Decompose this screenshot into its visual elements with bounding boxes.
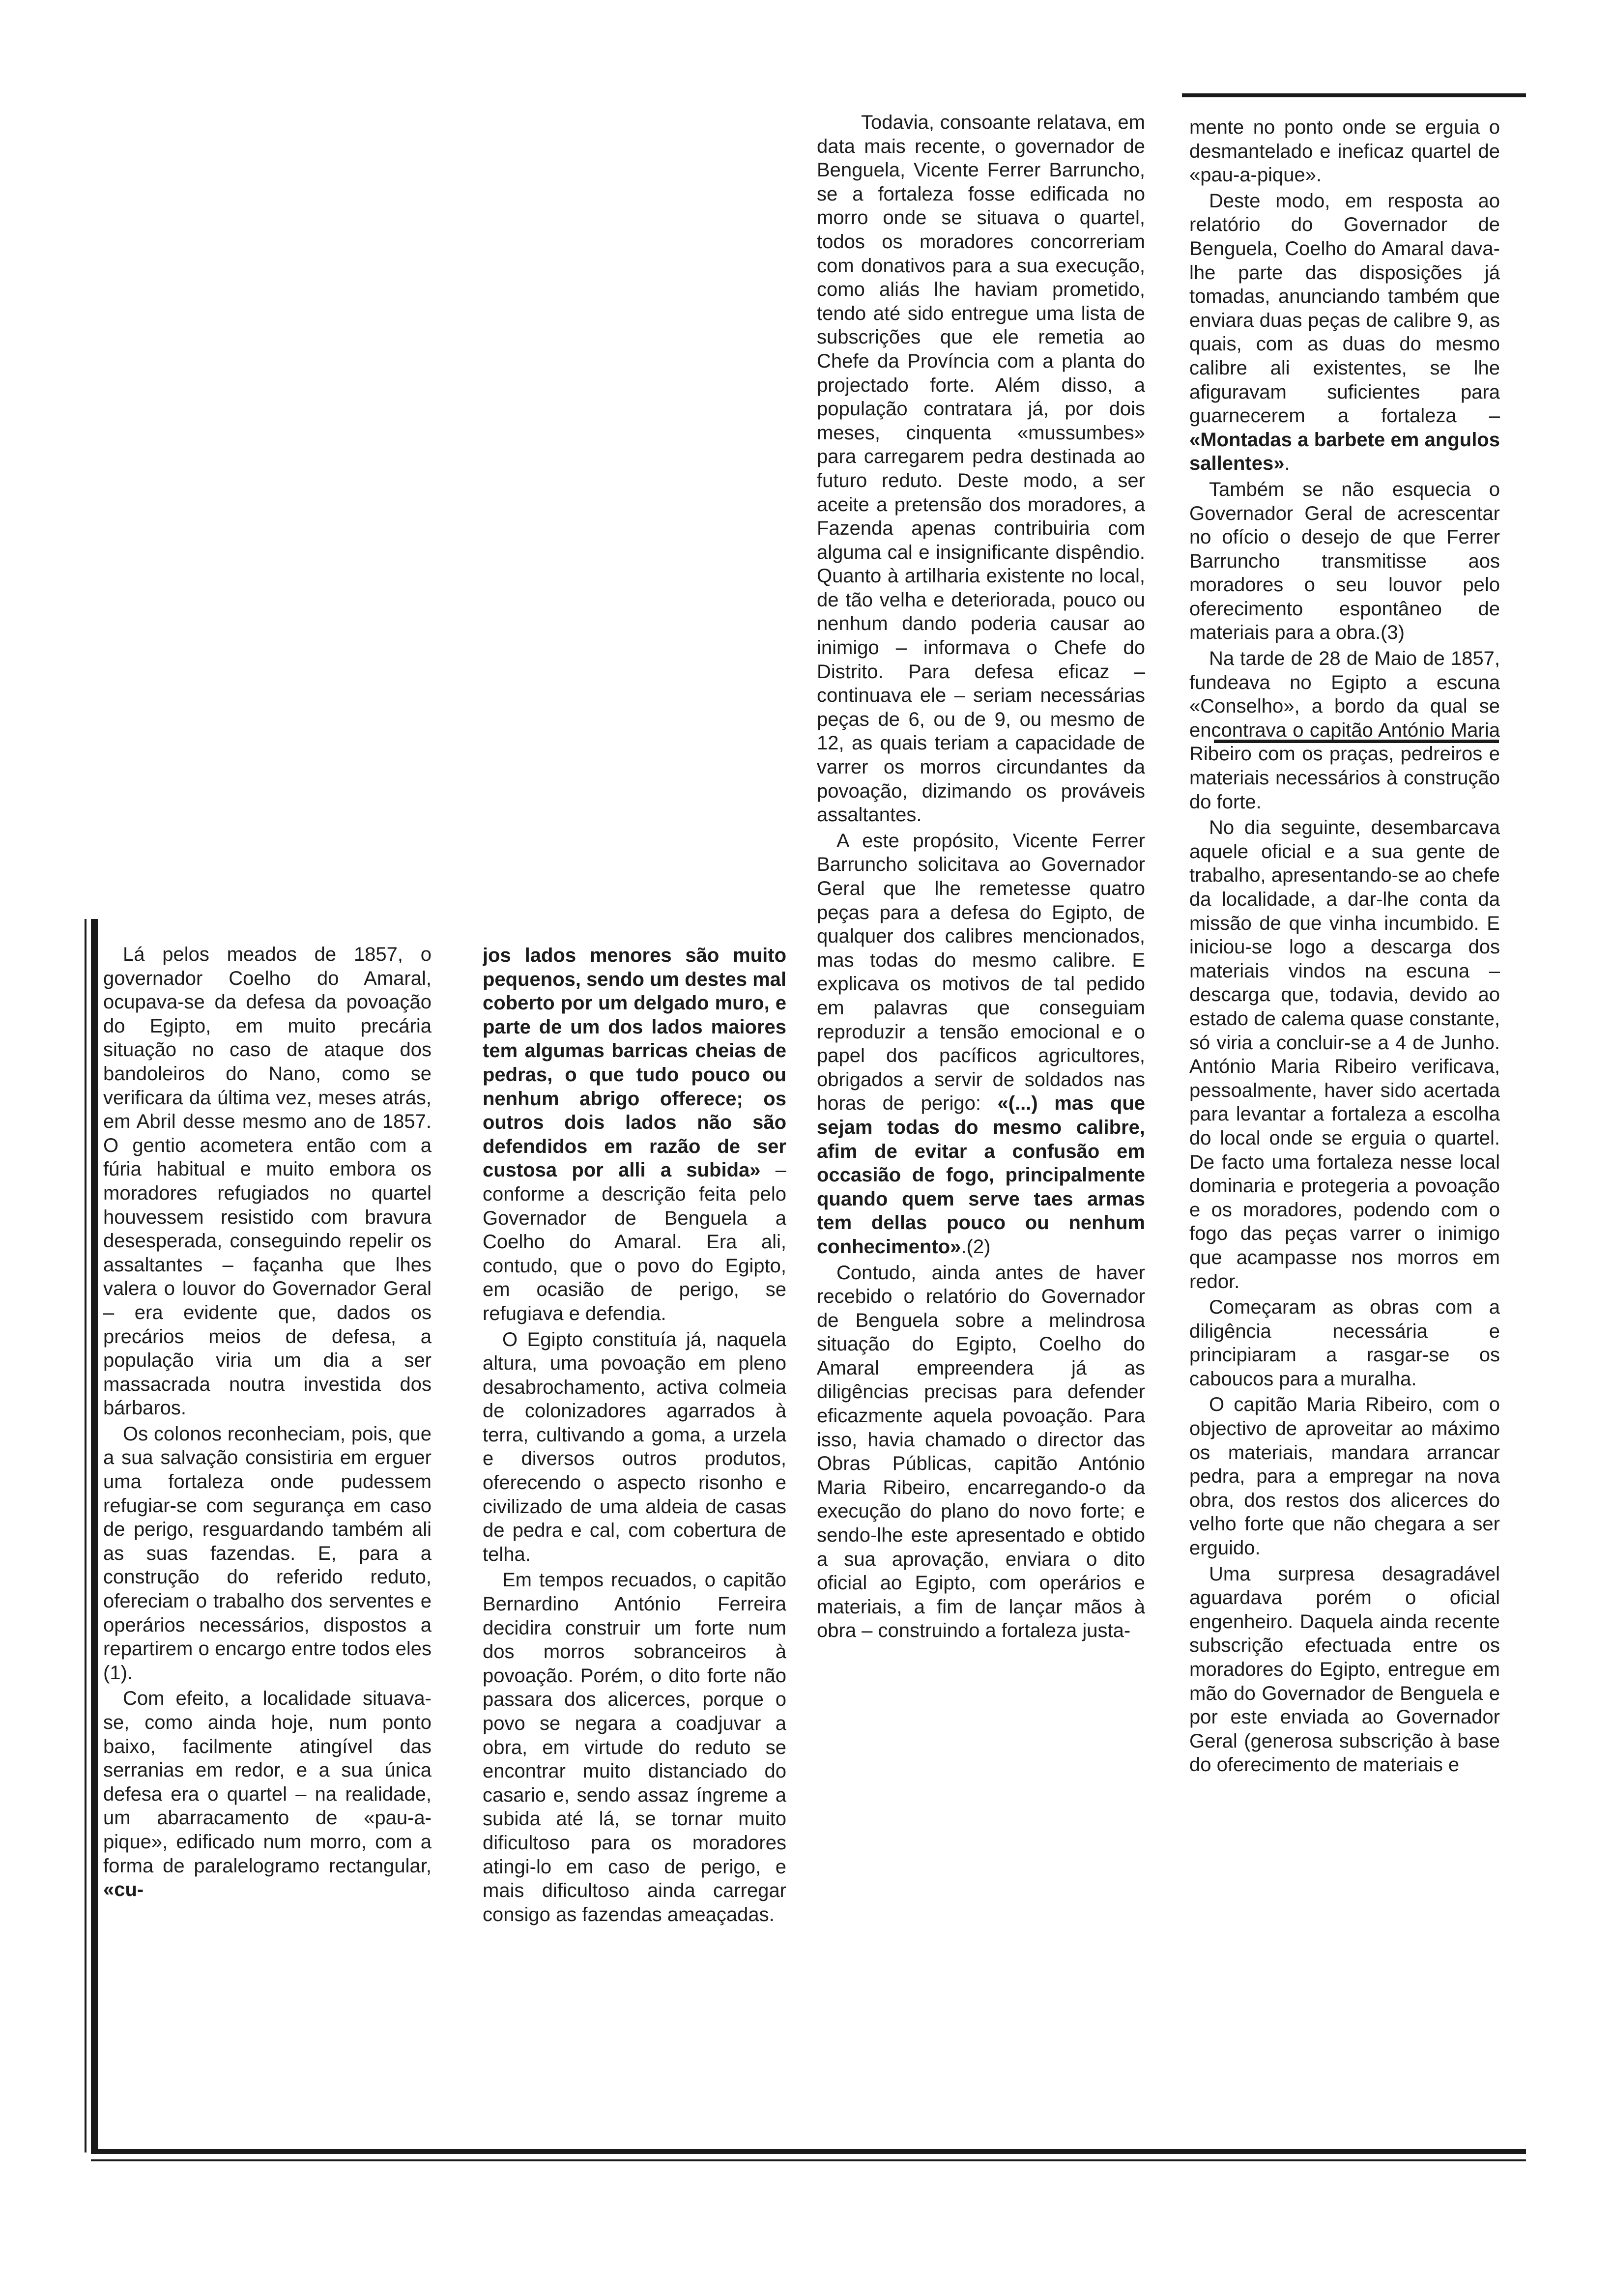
paragraph xyxy=(483,1568,786,1926)
text-run: Lá pelos meados de 1857, o governador Coelho do Amaral, ocupava-se da defesa da povoação do Egipto, em muito precária situação no caso de ataque dos bandoleiros do Nano, como se verificara da última vez, meses atrás, em Abril desse mesmo ano de 1857. O gentio acometera então com a fúria habitual e muito embora os moradores refugiados no quartel houvessem resistido com bravura desesperada, conseguindo repelir os assaltantes – façanha que lhes valera o louvor do Governador Geral – era evidente que, dados os precários meios de defesa, a população viria um dia a ser massacrada noutra investida dos bárbaros. xyxy=(103,944,432,1419)
paragraph xyxy=(1189,478,1500,645)
text-column-2 xyxy=(483,944,786,2125)
text-run: .(2) xyxy=(961,1235,991,1258)
text-run: . xyxy=(1284,453,1290,475)
bold-text-run: jos lados menores são muito pequenos, sendo um destes mal coberto por um delgado muro, e parte de um dos lados maiores tem algumas barricas cheias de pedras, o que tudo pouco ou nenhum abrigo offerece; os outros dois lados não são defendidos em razão de ser custosa por alli a subida» xyxy=(483,945,786,1181)
bold-text-run: «(...) mas que sejam todas do mesmo calibre, afim de evitar a confusão em occasião de fogo, principalmente quando quem serve taes armas tem dellas pouco ou nenhum conhecimento» xyxy=(817,1092,1145,1258)
text-column-4 xyxy=(1189,115,1500,2143)
paragraph xyxy=(1189,816,1500,1293)
bold-text-run: «cu- xyxy=(103,1879,144,1901)
paragraph xyxy=(1189,1562,1500,1777)
paragraph xyxy=(817,111,1145,827)
bottom-edge-bar-thin xyxy=(91,2159,1526,2161)
text-run: Todavia, consoante relatava, em data mais recente, o governador de Benguela, Vicente Ferrer Barruncho, se a fortaleza fosse edificada no morro onde se situava o quartel, todos os moradores concorreriam com donativos para a sua execução, como aliás lhe haviam prometido, tendo até sido entregue uma lista de subscrições que ele remetia ao Chefe da Província com a planta do projectado forte. Além disso, a população contratara já, por dois meses, cinquenta «mussumbes» para carregarem pedra destinada ao futuro reduto. Deste modo, a ser aceite a pretensão dos moradores, a Fazenda apenas contribuiria com alguma cal e insignificante dispêndio. Quanto à artilharia existente no local, de tão velha e deteriorada, pouco ou nenhum dando poderia causar ao inimigo – informava o Chefe do Distrito. Para defesa eficaz – continuava ele – seriam necessárias peças de 6, ou de 9, ou mesmo de 12, as quais teriam a capacidade de varrer os morros circundantes da povoação, dizimando os prováveis assaltantes. xyxy=(817,112,1145,826)
text-run: Começaram as obras com a diligência necessária e principiaram a rasgar-se os caboucos para a muralha. xyxy=(1189,1296,1500,1390)
text-run: Os colonos reconheciam, pois, que a sua salvação consistiria em erguer uma fortaleza onde pudessem refugiar-se com segurança em caso de perigo, resguardando também ali as suas fazendas. E, para a construção do referido reduto, ofereciam o trabalho dos serventes e operários necessários, dispostos a repartirem o encargo entre todos eles (1). xyxy=(103,1423,432,1684)
bottom-edge-bar xyxy=(91,2149,1526,2154)
text-run: No dia seguinte, desembarcava aquele oficial e a sua gente de trabalho, apresentando-se ao chefe da localidade, a dar-lhe conta da missão de que vinha incumbido. E iniciou-se logo a descarga dos materiais vindos na escuna – descarga que, todavia, devido ao estado de calema quase constante, só viria a concluir-se a 4 de Junho. António Maria Ribeiro verificava, pessoalmente, haver sido acertada para levantar a fortaleza a escolha do local onde se erguia o quartel. De facto uma fortaleza nesse local dominaria e protegeria a povoação e os moradores, podendo com o fogo das peças varrer o inimigo que acampasse nos morros em redor. xyxy=(1189,817,1500,1292)
text-run: Deste modo, em resposta ao relatório do Governador de Benguela, Coelho do Amaral dava-lhe parte das disposições já tomadas, anunciando também que enviara duas peças de calibre 9, as quais, com as duas do mesmo calibre ali existentes, se lhe afiguravam suficientes para guarnecerem a fortaleza – xyxy=(1189,190,1500,427)
paragraph xyxy=(1189,1393,1500,1560)
text-run: O Egipto constituía já, naquela altura, uma povoação em pleno desabrochamento, activa colmeia de colonizadores agarrados à terra, cultivando a goma, a urzela e diversos outros produtos, oferecendo o aspecto risonho e civilizado de uma aldeia de casas de pedra e cal, com cobertura de telha. xyxy=(483,1328,786,1565)
paragraph xyxy=(103,1687,432,1901)
text-run: Uma surpresa desagradável aguardava porém o oficial engenheiro. Daquela ainda recente subscrição efectuada entre os moradores do Egipto, entregue em mão do Governador de Benguela e por este enviada ao Governador Geral (generosa subscrição à base do oferecimento de materiais e xyxy=(1189,1563,1500,1776)
paragraph xyxy=(483,944,786,1326)
paragraph xyxy=(817,1261,1145,1643)
text-run: Na tarde de 28 de Maio de 1857, fundeava no Egipto a escuna «Conselho», a bordo da qual se encontrava o capitão António Maria Ribeiro com os praças, pedreiros e materiais necessários à construção do forte. xyxy=(1189,648,1500,813)
paragraph xyxy=(103,943,432,1420)
text-run: Também se não esquecia o Governador Geral de acrescentar no ofício o desejo de que Ferrer Barruncho transmitisse aos moradores o seu louvor pelo oferecimento espontâneo de materiais para a obra.(3) xyxy=(1189,478,1500,644)
left-edge-bar xyxy=(91,919,98,2152)
text-run: mente no ponto onde se erguia o desmantelado e ineficaz quartel de «pau-a-pique». xyxy=(1189,116,1500,186)
text-column-1 xyxy=(103,943,432,2124)
paragraph xyxy=(1189,189,1500,476)
text-run: Com efeito, a localidade situava-se, como ainda hoje, num ponto baixo, facilmente atingível das serranias em redor, e a sua única defesa era o quartel – na realidade, um abarracamento de «pau-a-pique», edificado num morro, com a forma de paralelogramo rectangular, xyxy=(103,1688,432,1877)
bold-text-run: «Montadas a barbete em angulos sallentes» xyxy=(1189,429,1500,475)
text-run: Contudo, ainda antes de haver recebido o relatório do Governador de Benguela sobre a melindrosa situação do Egipto, Coelho do Amaral empreendera já as diligências precisas para defender eficazmente aquela povoação. Para isso, havia chamado o director das Obras Públicas, capitão António Maria Ribeiro, encarregando-o da execução do plano do novo forte; e sendo-lhe este apresentado e obtido a sua aprovação, enviara o dito oficial ao Egipto, com operários e materiais, a fim de lançar mãos à obra – construindo a fortaleza justa- xyxy=(817,1262,1145,1642)
paragraph xyxy=(1189,1295,1500,1391)
text-run: O capitão Maria Ribeiro, com o objectivo de aproveitar ao máximo os materiais, mandara arrancar pedra, para a empregar na nova obra, dos restos dos alicerces do velho forte que não chegara a ser erguido. xyxy=(1189,1394,1500,1559)
paragraph xyxy=(1189,647,1500,814)
paragraph xyxy=(1189,115,1500,187)
left-edge-bar-thin xyxy=(85,919,86,2152)
paragraph xyxy=(817,829,1145,1259)
text-run: – conforme a descrição feita pelo Governador de Benguela a Coelho do Amaral. Era ali, contudo, que o povo do Egipto, em ocasião de perigo, se refugiava e defendia. xyxy=(483,1159,786,1324)
paragraph xyxy=(483,1328,786,1567)
text-run: A este propósito, Vicente Ferrer Barruncho solicitava ao Governador Geral que lhe remetesse quatro peças para a defesa do Egipto, de qualquer dos calibres mencionados, mas todas do mesmo calibre. E explicava os motivos de tal pedido em palavras que conseguiam reproduzir a tensão emocional e o papel dos pacíficos agricultores, obrigados a servir de soldados nas horas de perigo: xyxy=(817,830,1145,1115)
text-run: Em tempos recuados, o capitão Bernardino António Ferreira decidira construir um forte num dos morros sobranceiros à povoação. Porém, o dito forte não passara dos alicerces, porque o povo se negara a coadjuvar a obra, em virtude do reduto se encontrar muito distanciado do casario e, sendo assaz íngreme a subida até lá, se tornar muito dificultoso para os moradores atingi-lo em caso de perigo, e mais dificultoso ainda carregar consigo as fazendas ameaçadas. xyxy=(483,1569,786,1925)
paragraph xyxy=(103,1422,432,1685)
top-rule-right xyxy=(1182,93,1526,97)
text-column-3 xyxy=(817,111,1145,2130)
